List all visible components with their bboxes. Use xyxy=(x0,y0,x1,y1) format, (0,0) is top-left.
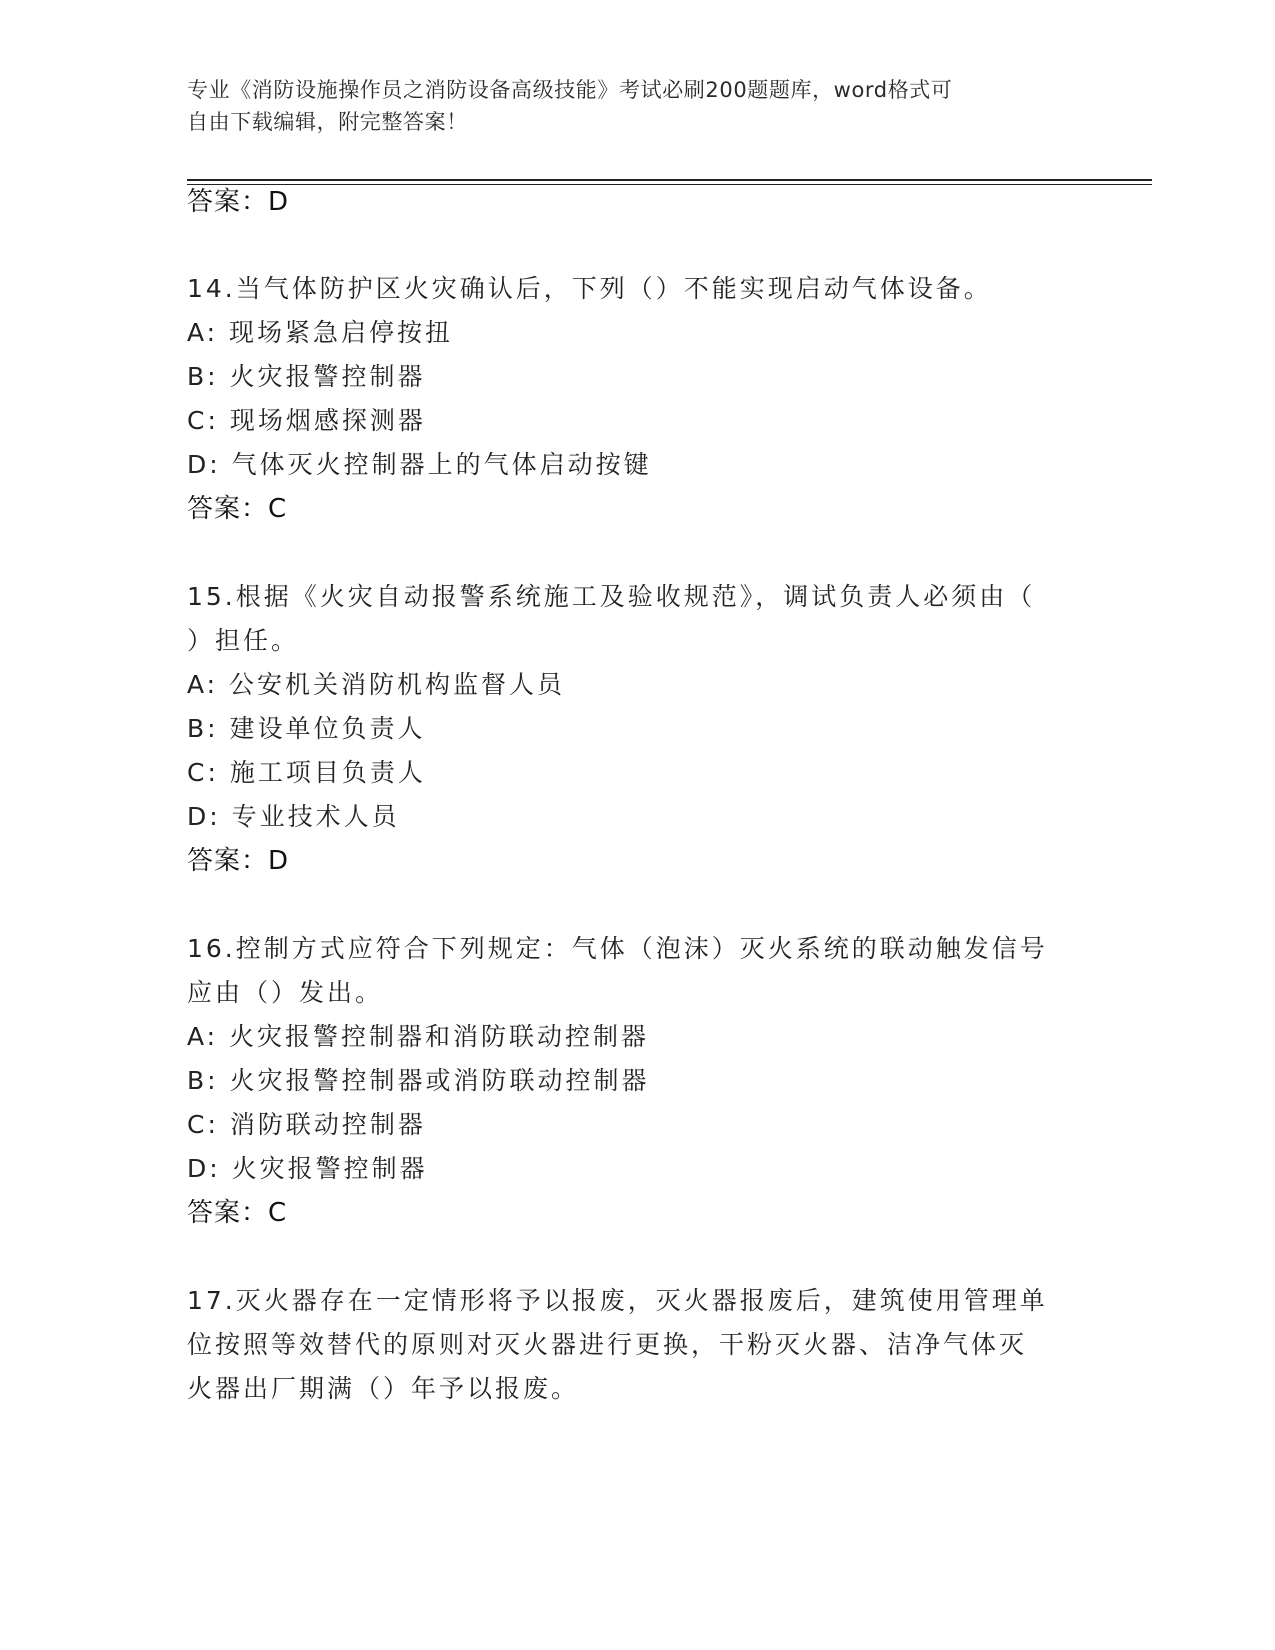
question-14-option-d: D: 气体灭火控制器上的气体启动按键 xyxy=(187,450,652,479)
question-15-option-c: C: 施工项目负责人 xyxy=(187,758,426,787)
question-14-option-b: B: 火灾报警控制器 xyxy=(187,362,426,391)
question-14-text: 14.当气体防护区火灾确认后，下列（）不能实现启动气体设备。 xyxy=(187,274,992,303)
header-divider-thick xyxy=(187,179,1152,181)
question-16-answer: 答案：C xyxy=(187,1198,288,1228)
document-header xyxy=(187,74,1067,138)
question-15-option-a: A: 公安机关消防机构监督人员 xyxy=(187,670,566,699)
question-17-text-line-2: 位按照等效替代的原则对灭火器进行更换，干粉灭火器、洁净气体灭 xyxy=(187,1330,1028,1359)
question-17-text-line-1: 17.灭火器存在一定情形将予以报废，灭火器报废后，建筑使用管理单 xyxy=(187,1286,1048,1315)
previous-answer: 答案：D xyxy=(187,187,290,217)
question-15-option-b: B: 建设单位负责人 xyxy=(187,714,426,743)
header-divider-thin xyxy=(187,184,1152,185)
question-16-option-d: D: 火灾报警控制器 xyxy=(187,1154,428,1183)
question-15-answer: 答案：D xyxy=(187,846,290,876)
question-16-option-c: C: 消防联动控制器 xyxy=(187,1110,426,1139)
question-14-answer: 答案：C xyxy=(187,494,288,524)
header-line-2: 自由下载编辑，附完整答案！ xyxy=(187,110,468,134)
question-15-text-line-2: ）担任。 xyxy=(187,626,300,655)
question-16-text-line-1: 16.控制方式应符合下列规定：气体（泡沫）灭火系统的联动触发信号 xyxy=(187,934,1048,963)
question-16-text-line-2: 应由（）发出。 xyxy=(187,978,384,1007)
question-17-text-line-3: 火器出厂期满（）年予以报废。 xyxy=(187,1374,580,1403)
question-15-text-line-1: 15.根据《火灾自动报警系统施工及验收规范》，调试负责人必须由（ xyxy=(187,582,1036,611)
question-14-option-c: C: 现场烟感探测器 xyxy=(187,406,426,435)
header-line-1: 专业《消防设施操作员之消防设备高级技能》考试必刷200题题库，word格式可 xyxy=(187,78,953,102)
question-16-option-b: B: 火灾报警控制器或消防联动控制器 xyxy=(187,1066,650,1095)
question-16-option-a: A: 火灾报警控制器和消防联动控制器 xyxy=(187,1022,650,1051)
question-15-option-d: D: 专业技术人员 xyxy=(187,802,400,831)
question-14-option-a: A: 现场紧急启停按扭 xyxy=(187,318,454,347)
